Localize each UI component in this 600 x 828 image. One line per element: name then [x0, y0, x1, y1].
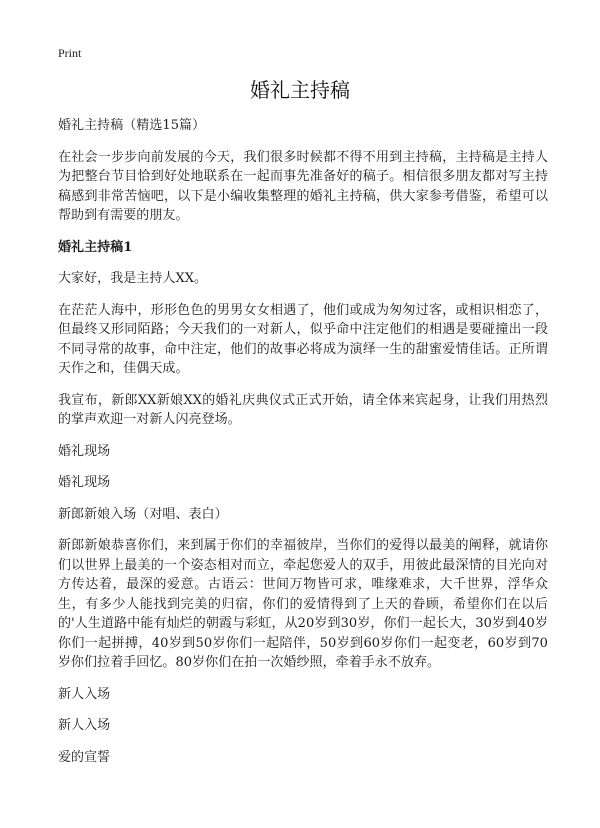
document-subtitle: 婚礼主持稿（精选15篇） — [58, 118, 206, 133]
document-body — [58, 116, 548, 779]
print-link[interactable]: Print — [58, 46, 82, 60]
body-paragraph: 我宣布，新郎XX新娘XX的婚礼庆典仪式正式开始，请全体来宾起身，让我们用热烈的掌声欢迎一对新人闪亮登场。 — [58, 392, 548, 427]
body-paragraph: 大家好，我是主持人XX。 — [58, 271, 208, 286]
intro-paragraph: 在社会一步步向前发展的今天，我们很多时候都不得不用到主持稿，主持稿是主持人为把整台节目恰到好处地联系在一起而事先准备好的稿子。相信很多朋友都对写主持稿感到非常苦恼吧，以下是小编收集整理的婚礼主持稿，供大家参考借鉴，希望可以帮助到有需要的朋友。 — [58, 149, 548, 223]
body-paragraph: 新人入场 — [58, 686, 111, 702]
body-paragraph: 婚礼现场 — [58, 443, 111, 459]
section-heading: 婚礼主持稿1 — [58, 239, 133, 255]
body-paragraph: 新人入场 — [58, 718, 111, 733]
body-paragraph: 爱的宣誓 — [58, 749, 111, 765]
body-paragraph: 新郎新娘恭喜你们，来到属于你们的幸福彼岸，当你们的爱得以最美的阐释，就请你们以世界上最美的一个姿态相对而立，牵起您爱人的双手，用彼此最深情的目光向对方传达着，最深的爱意。古语云：世间万物皆可求，唯缘难求，大千世界，浮华众生，有多少人能找到完美的归宿，你们的爱情得到了上天的眷顾，希望你们在以后的'人生道路中能有灿烂的朝霞与彩虹，从20岁到30岁，你们一起长大，30岁到40岁你们一起拼搏，40岁到50岁你们一起陪伴，50岁到60岁你们一起变老，60岁到70岁你们拉着手回忆。80岁你们在拍一次婚纱照，牵着手永不放弃。 — [58, 538, 548, 670]
body-paragraph: 婚礼现场 — [58, 475, 111, 490]
body-paragraph: 在茫茫人海中，形形色色的男男女女相遇了，他们或成为匆匆过客，或相识相恋了，但最终又形同陌路；今天我们的一对新人，似乎命中注定他们的相遇是要碰撞出一段不同寻常的故事，命中注定，他们的故事必将成为演绎一生的甜蜜爱情佳话。正所谓天作之和，佳偶天成。 — [58, 302, 548, 376]
document-title: 婚礼主持稿 — [250, 78, 350, 102]
body-paragraph: 新郎新娘入场（对唱、表白） — [58, 506, 228, 522]
